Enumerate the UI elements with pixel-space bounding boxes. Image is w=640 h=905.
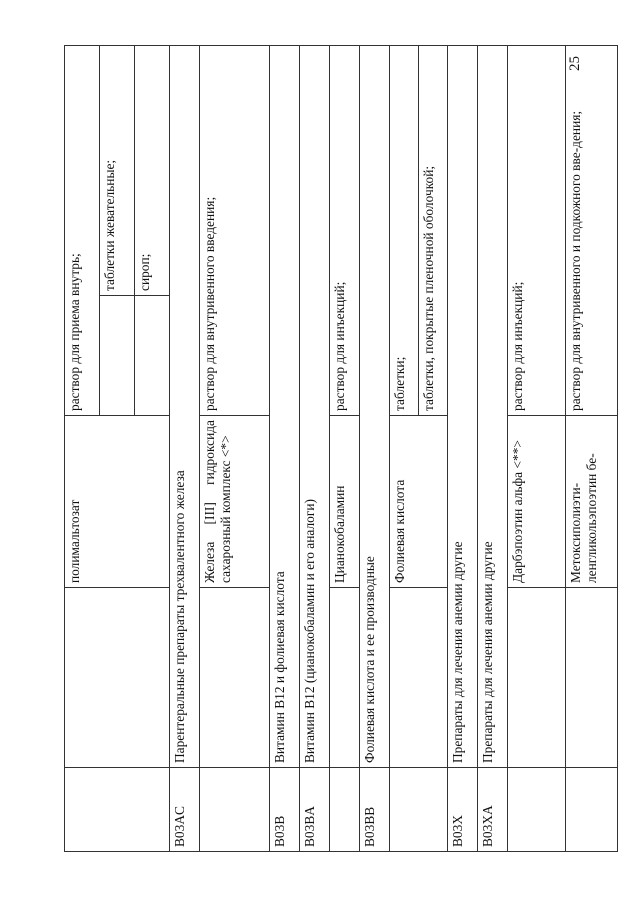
table-row (270, 46, 300, 852)
table-row (448, 46, 478, 852)
empty-cell (508, 768, 566, 852)
empty-cell (135, 296, 170, 416)
code-cell: B03XA (478, 768, 508, 852)
drug-cell: Цианокобаламин (330, 416, 360, 588)
code-cell: B03B (270, 768, 300, 852)
table-row (65, 46, 100, 852)
group-title-cell: Витамин B12 и фолиевая кислота (270, 46, 300, 768)
group-title-cell: Препараты для лечения анемии другие (478, 46, 508, 768)
table-row (478, 46, 508, 852)
page-number: 25 (567, 56, 583, 71)
empty-cell (330, 768, 360, 852)
form-cell: раствор для инъекций; (330, 46, 360, 416)
drug-cell: Железа [III] гидроксида сахарозный комплекс <*> (200, 416, 270, 588)
form-cell: раствор для внутривенного введения; (200, 46, 270, 416)
drug-cell: полимальтозат (65, 416, 170, 588)
code-cell: B03BB (360, 768, 390, 852)
code-cell: B03BA (300, 768, 330, 852)
table-row (390, 46, 419, 852)
empty-cell (566, 768, 618, 852)
table-row (360, 46, 390, 852)
table-row (566, 46, 618, 852)
empty-cell (390, 588, 448, 768)
group-title-cell: Витамин B12 (цианокобаламин и его аналоги) (300, 46, 330, 768)
table-row (330, 46, 360, 852)
empty-cell (100, 296, 135, 416)
table-row (300, 46, 330, 852)
code-cell: B03X (448, 768, 478, 852)
empty-cell (330, 588, 360, 768)
form-cell: раствор для приема внутрь; (65, 46, 100, 416)
drug-cell: Фолиевая кислота (390, 416, 448, 588)
table-row (508, 46, 566, 852)
group-title-cell: Парентеральные препараты трехвалентного железа (170, 46, 200, 768)
empty-cell (508, 588, 566, 768)
drug-cell: Метоксиполиэти-ленгликольэпоэтин бе- (566, 416, 618, 588)
form-cell: раствор для инъекций; (508, 46, 566, 416)
group-cell (65, 588, 170, 768)
empty-cell (200, 768, 270, 852)
code-cell (65, 768, 170, 852)
form-cell: таблетки; (390, 46, 419, 416)
code-cell: B03AC (170, 768, 200, 852)
empty-cell (200, 588, 270, 768)
drug-table (64, 45, 618, 852)
table-row (170, 46, 200, 852)
form-cell: раствор для внутривенного и подкожного вве-дения; (566, 46, 618, 416)
group-title-cell: Фолиевая кислота и ее производные (360, 46, 390, 768)
form-cell: сироп; (135, 46, 170, 296)
empty-cell (566, 588, 618, 768)
form-cell: таблетки, покрытые пленочной оболочкой; (419, 46, 448, 416)
form-cell: таблетки жевательные; (100, 46, 135, 296)
table-row (200, 46, 270, 852)
empty-cell (390, 768, 448, 852)
drug-cell: Дарбэпоэтин альфа <**> (508, 416, 566, 588)
group-title-cell: Препараты для лечения анемии другие (448, 46, 478, 768)
